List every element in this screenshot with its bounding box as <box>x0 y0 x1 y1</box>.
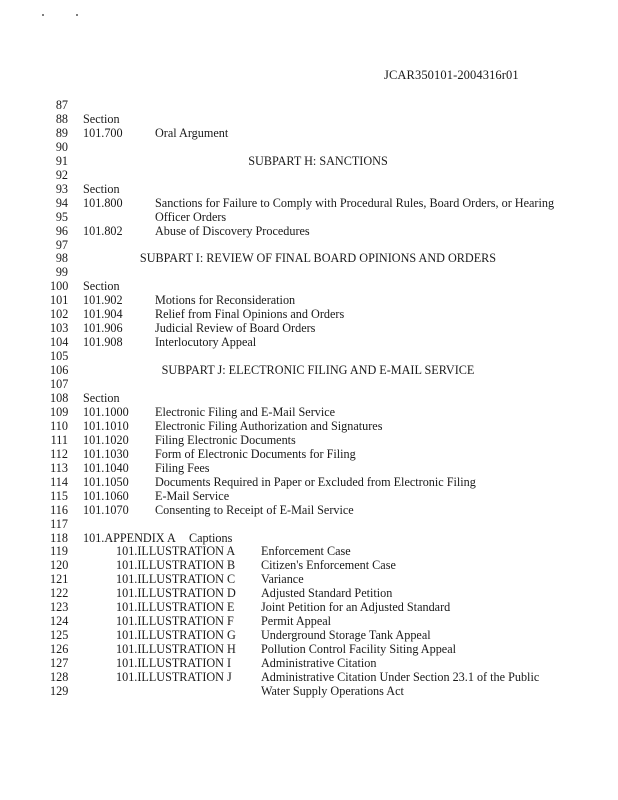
line-number: 95 <box>55 209 68 224</box>
section-number: Section <box>83 112 120 126</box>
line-number: 128 <box>50 669 69 684</box>
section-title: Sanctions for Failure to Comply with Procedural Rules, Board Orders, or Hearing <box>155 195 555 210</box>
text-line <box>0 447 618 461</box>
line-number: 96 <box>55 223 68 238</box>
illustration-title: Adjusted Standard Petition <box>261 586 393 601</box>
text-line <box>0 307 618 321</box>
section-title: Form of Electronic Documents for Filing <box>155 446 356 461</box>
section-number: Section <box>83 279 120 294</box>
illustration-title: Pollution Control Facility Siting Appeal <box>261 642 457 656</box>
line-number: 100 <box>50 279 69 294</box>
text-line <box>0 182 618 196</box>
illustration-title: Administrative Citation Under Section 23.1 of the Public <box>261 669 540 684</box>
text-line <box>0 293 618 307</box>
illustration-id: 101.ILLUSTRATION E <box>116 600 235 615</box>
section-number: 101.1010 <box>83 418 129 433</box>
text-line <box>0 98 618 112</box>
line-number: 126 <box>50 642 69 656</box>
illustration-title: Underground Storage Tank Appeal <box>261 628 431 643</box>
line-number: 102 <box>50 307 69 322</box>
illustration-id: 101.ILLUSTRATION D <box>116 586 236 601</box>
line-number: 101 <box>50 293 69 308</box>
illustration-id: 101.ILLUSTRATION C <box>116 572 236 587</box>
line-number: 125 <box>50 628 69 643</box>
scan-speck <box>42 14 44 16</box>
section-number: 101.700 <box>83 125 123 140</box>
illustration-id: 101.ILLUSTRATION B <box>116 558 236 573</box>
section-title: Oral Argument <box>155 125 229 140</box>
line-number: 105 <box>50 349 69 364</box>
text-line <box>0 656 618 670</box>
text-line <box>0 558 618 572</box>
text-line <box>0 433 618 447</box>
text-line <box>0 196 618 210</box>
illustration-id: 101.ILLUSTRATION H <box>116 642 236 656</box>
line-number: 129 <box>50 683 69 698</box>
text-line <box>0 586 618 600</box>
line-number: 122 <box>50 586 69 601</box>
section-number: 101.1040 <box>83 460 129 475</box>
section-number: 101.902 <box>83 293 123 308</box>
section-number: 101.904 <box>83 307 123 322</box>
line-number: 114 <box>50 474 68 489</box>
section-title: Relief from Final Opinions and Orders <box>155 307 345 322</box>
line-number: 104 <box>50 335 69 350</box>
illustration-title: Administrative Citation <box>261 656 377 670</box>
section-number: 101.APPENDIX A <box>83 530 176 545</box>
text-line <box>0 279 618 293</box>
line-number: 115 <box>50 488 68 503</box>
text-line <box>0 572 618 586</box>
line-number: 123 <box>50 600 69 615</box>
line-number: 97 <box>55 237 68 252</box>
illustration-id: 101.ILLUSTRATION J <box>116 669 232 684</box>
line-number: 116 <box>50 502 68 517</box>
illustration-title: Variance <box>261 572 304 587</box>
text-line <box>0 140 618 154</box>
text-line <box>0 112 618 126</box>
line-number: 91 <box>55 153 68 168</box>
section-title: Filing Electronic Documents <box>155 432 296 447</box>
subpart-heading: SUBPART J: ELECTRONIC FILING AND E-MAIL SERVICE <box>161 363 475 378</box>
text-line <box>0 489 618 503</box>
text-line <box>0 503 618 517</box>
line-number: 113 <box>50 460 68 475</box>
line-number: 111 <box>50 432 68 447</box>
line-number: 103 <box>50 321 69 336</box>
text-line <box>0 265 618 279</box>
section-number: 101.908 <box>83 335 123 350</box>
line-number: 127 <box>50 656 69 670</box>
section-number: 101.1000 <box>83 404 129 419</box>
text-line <box>0 405 618 419</box>
section-title: Documents Required in Paper or Excluded from Electronic Filing <box>155 474 476 489</box>
line-number: 89 <box>55 125 68 140</box>
line-number: 93 <box>55 181 68 196</box>
scan-speck <box>76 14 78 16</box>
section-title: Filing Fees <box>155 460 210 475</box>
section-number: 101.1070 <box>83 502 129 517</box>
line-number: 94 <box>55 195 68 210</box>
line-number: 110 <box>50 418 68 433</box>
section-number: 101.800 <box>83 195 123 210</box>
text-line <box>0 600 618 614</box>
text-line <box>0 684 618 698</box>
line-number: 112 <box>50 446 68 461</box>
text-line <box>0 670 618 684</box>
illustration-title: Water Supply Operations Act <box>261 683 404 698</box>
illustration-id: 101.ILLUSTRATION A <box>116 544 236 559</box>
section-number: Section <box>83 390 120 405</box>
section-number: 101.802 <box>83 223 123 238</box>
text-line <box>0 517 618 531</box>
text-line <box>0 251 618 265</box>
text-line <box>0 224 618 238</box>
line-number: 108 <box>50 390 69 405</box>
text-line <box>0 544 618 558</box>
section-title: Officer Orders <box>155 209 227 224</box>
text-line <box>0 168 618 182</box>
line-number: 90 <box>55 139 68 154</box>
line-number: 107 <box>50 377 69 391</box>
line-number: 98 <box>55 251 68 266</box>
illustration-title: Joint Petition for an Adjusted Standard <box>261 600 451 615</box>
section-title: Consenting to Receipt of E-Mail Service <box>155 502 354 517</box>
appendix-caption: Captions <box>189 530 233 545</box>
line-number: 106 <box>50 363 69 378</box>
line-number: 87 <box>55 98 68 112</box>
section-title: Electronic Filing Authorization and Signatures <box>155 418 383 433</box>
line-number: 109 <box>50 404 69 419</box>
line-number: 124 <box>50 614 69 629</box>
line-number: 118 <box>50 530 68 545</box>
text-line <box>0 335 618 349</box>
text-line <box>0 363 618 377</box>
text-line <box>0 628 618 642</box>
text-line <box>0 349 618 363</box>
text-line <box>0 614 618 628</box>
line-number: 120 <box>50 558 69 573</box>
text-line <box>0 238 618 252</box>
text-line <box>0 531 618 545</box>
section-title: E-Mail Service <box>155 488 230 503</box>
text-line <box>0 126 618 140</box>
subpart-heading: SUBPART I: REVIEW OF FINAL BOARD OPINIONS AND ORDERS <box>139 251 497 266</box>
text-line <box>0 475 618 489</box>
line-number: 99 <box>55 265 68 280</box>
illustration-id: 101.ILLUSTRATION G <box>116 628 236 643</box>
subpart-heading: SUBPART H: SANCTIONS <box>248 153 388 168</box>
document-code: JCAR350101-2004316r01 <box>384 68 519 82</box>
illustration-id: 101.ILLUSTRATION F <box>116 614 234 629</box>
illustration-title: Enforcement Case <box>261 544 351 559</box>
text-line <box>0 391 618 405</box>
text-line <box>0 377 618 391</box>
section-number: 101.1060 <box>83 488 129 503</box>
text-line <box>0 321 618 335</box>
line-number: 92 <box>55 167 68 182</box>
illustration-title: Permit Appeal <box>261 614 332 629</box>
line-number: 88 <box>55 112 68 126</box>
section-number: 101.1050 <box>83 474 129 489</box>
section-number: 101.906 <box>83 321 123 336</box>
line-number: 117 <box>50 516 68 531</box>
section-number: Section <box>83 181 120 196</box>
section-title: Electronic Filing and E-Mail Service <box>155 404 336 419</box>
section-title: Judicial Review of Board Orders <box>155 321 316 336</box>
text-line <box>0 461 618 475</box>
section-title: Motions for Reconsideration <box>155 293 296 308</box>
section-number: 101.1030 <box>83 446 129 461</box>
text-line <box>0 419 618 433</box>
text-line <box>0 154 618 168</box>
text-line <box>0 642 618 656</box>
section-title: Abuse of Discovery Procedures <box>155 223 310 238</box>
section-title: Interlocutory Appeal <box>155 335 257 350</box>
illustration-id: 101.ILLUSTRATION I <box>116 656 232 670</box>
text-line <box>0 210 618 224</box>
illustration-title: Citizen's Enforcement Case <box>261 558 396 573</box>
section-number: 101.1020 <box>83 432 129 447</box>
line-number: 121 <box>50 572 69 587</box>
line-number: 119 <box>50 544 68 559</box>
